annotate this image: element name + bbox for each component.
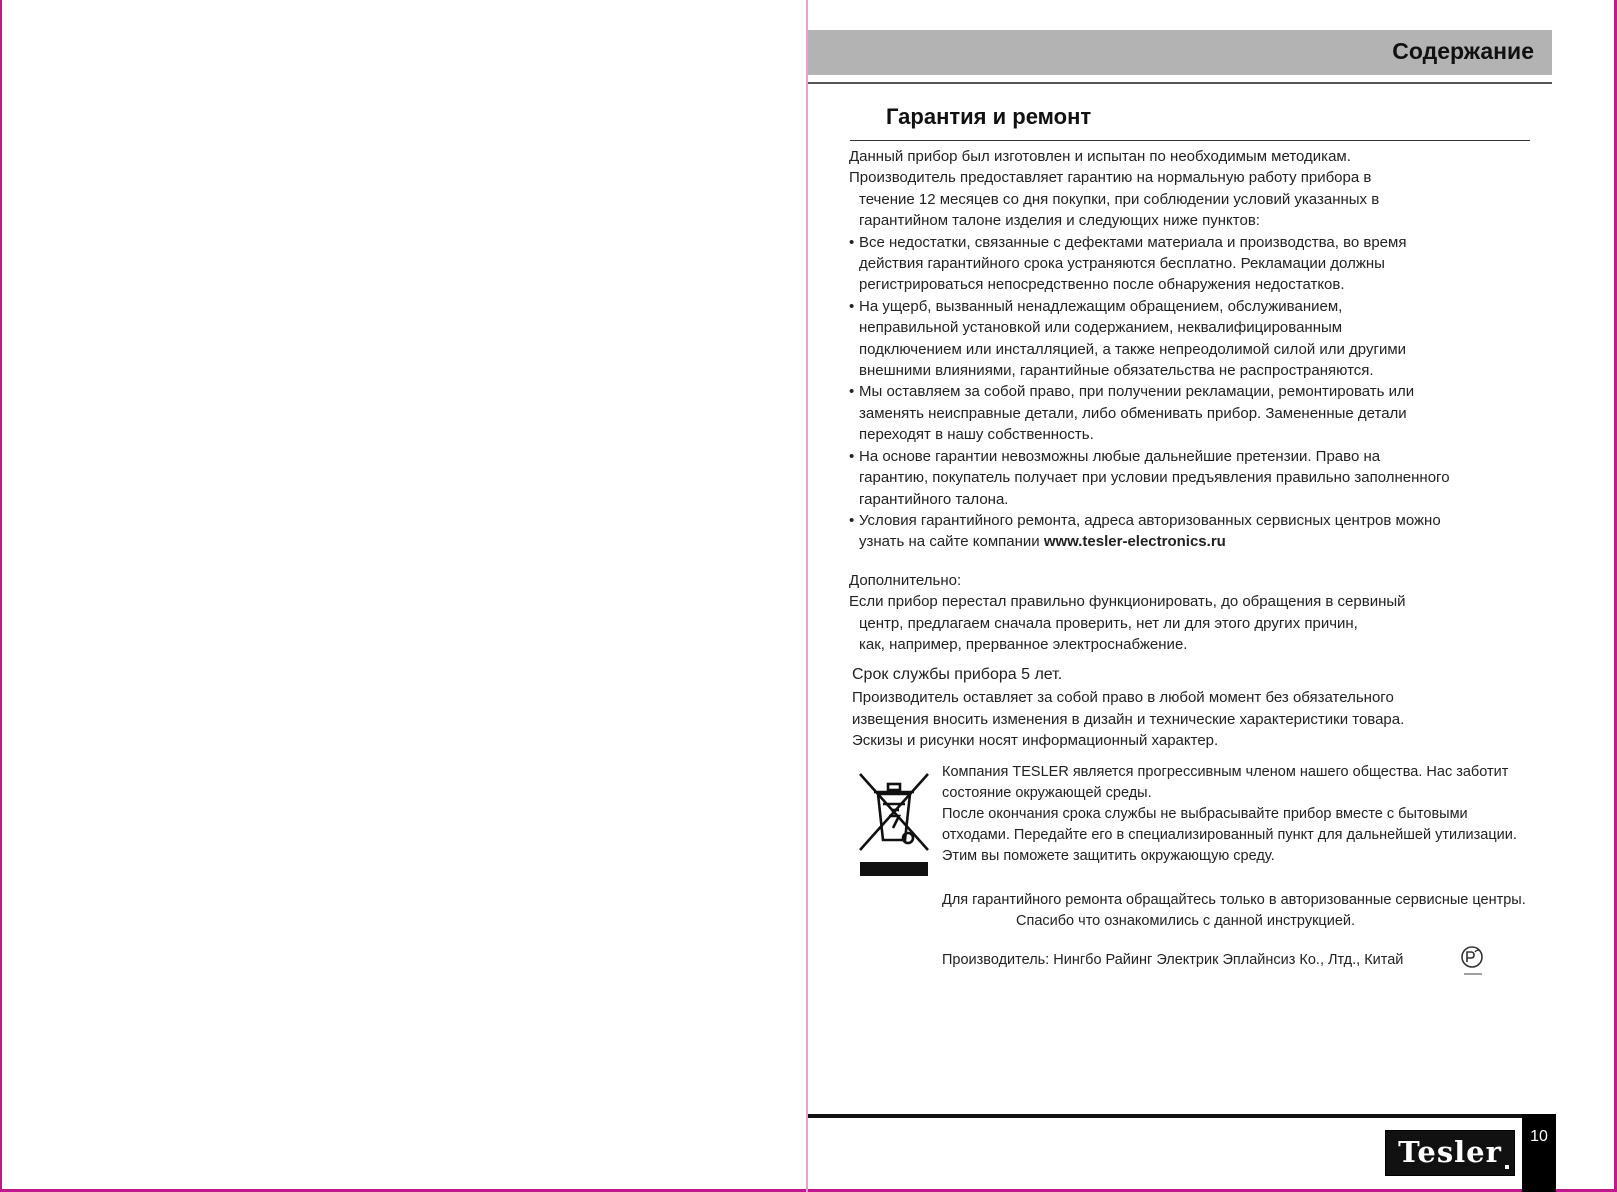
bullet-line: переходят в нашу собственность. bbox=[859, 426, 1094, 444]
service-life: Срок службы прибора 5 лет. bbox=[852, 666, 1063, 683]
eco-line: Этим вы поможете защитить окружающую среду. bbox=[942, 848, 1275, 864]
additional-line: Если прибор перестал правильно функционировать, до обращения в сервиный bbox=[849, 593, 1406, 611]
eco-line: отходами. Передайте его в специализированный пункт для дальнейшей утилизации. bbox=[942, 827, 1517, 843]
header-title: Содержание bbox=[1392, 38, 1534, 64]
additional-text-block bbox=[849, 570, 1549, 656]
page-gutter bbox=[806, 0, 808, 1192]
additional-line: как, например, прерванное электроснабжение. bbox=[859, 636, 1188, 654]
footer-rule bbox=[808, 1114, 1538, 1118]
service-line: извещения вносить изменения в дизайн и технические характеристики товара. bbox=[852, 710, 1405, 728]
warranty-note-line: Для гарантийного ремонта обращайтесь только в авторизованные сервисные центры. bbox=[942, 892, 1526, 908]
service-line: Эскизы и рисунки носят информационный характер. bbox=[852, 732, 1219, 750]
bullet-marker: • bbox=[849, 297, 855, 315]
bullet-line: подключением или инсталляцией, а также непреодолимой силой или другими bbox=[859, 340, 1407, 358]
intro-line: Производитель предоставляет гарантию на нормальную работу прибора в bbox=[849, 169, 1372, 187]
heading-rule bbox=[850, 140, 1530, 141]
bullet-line: заменять неисправные детали, либо обменивать прибор. Замененные детали bbox=[859, 404, 1407, 422]
section-heading: Гарантия и ремонт bbox=[886, 104, 1092, 129]
warranty-text-block bbox=[849, 146, 1549, 553]
intro-line: Данный прибор был изготовлен и испытан по необходимым методикам. bbox=[849, 148, 1351, 165]
intro-line: гарантийном талоне изделия и следующих ниже пунктов: bbox=[859, 212, 1260, 230]
bullet-line: узнать на сайте компании www.tesler-electronics.ru bbox=[859, 533, 1226, 551]
eco-line: Компания TESLER является прогрессивным членом нашего общества. Нас заботит bbox=[942, 764, 1509, 780]
bullet-item: • Условия гарантийного ремонта, адреса авторизованных сервисных центров можно bbox=[849, 510, 1549, 531]
tesler-logo bbox=[1385, 1130, 1515, 1176]
brand-dot bbox=[1505, 1165, 1509, 1169]
additional-line: центр, предлагаем сначала проверить, нет ли для этого других причин, bbox=[859, 614, 1358, 632]
pct-certification-icon bbox=[1458, 944, 1488, 978]
thanks-line: Спасибо что ознакомились с данной инструкцией. bbox=[1016, 913, 1356, 929]
bullet-item: • На основе гарантии невозможны любые дальнейшие претензии. Право на bbox=[849, 446, 1549, 467]
bullet-marker: • bbox=[849, 383, 855, 401]
eco-text-block bbox=[942, 762, 1612, 867]
bullet-item: • На ущерб, вызванный ненадлежащим обращением, обслуживанием, bbox=[849, 296, 1549, 317]
bullet-line: гарантию, покупатель получает при условии предъявления правильно заполненного bbox=[859, 469, 1450, 487]
eco-line: После окончания срока службы не выбрасывайте прибор вместе с бытовыми bbox=[942, 806, 1468, 822]
service-text-block bbox=[852, 664, 1552, 752]
bullet-line: гарантийного талона. bbox=[859, 490, 1009, 508]
eco-line: состояние окружающей среды. bbox=[942, 785, 1152, 801]
website-link[interactable]: www.tesler-electronics.ru bbox=[1043, 533, 1226, 551]
bullet-marker: • bbox=[849, 447, 855, 465]
left-border bbox=[0, 0, 2, 1192]
warranty-note-block bbox=[942, 890, 1612, 932]
bullet-item: • Мы оставляем за собой право, при получении рекламации, ремонтировать или bbox=[849, 381, 1549, 402]
brand-name: Tesler bbox=[1398, 1135, 1502, 1169]
intro-line: течение 12 месяцев со дня покупки, при соблюдении условий указанных в bbox=[859, 190, 1380, 208]
additional-title: Дополнительно: bbox=[849, 572, 962, 589]
bullet-line: действия гарантийного срока устраняются бесплатно. Рекламации должны bbox=[859, 255, 1385, 273]
bullet-line: внешними влияниями, гарантийные обязательства не распространяются. bbox=[859, 362, 1374, 380]
manufacturer-info: Производитель: Нингбо Райинг Электрик Эплайнсиз Ко., Лтд., Китай bbox=[942, 952, 1404, 968]
page-number: 10 bbox=[1530, 1128, 1548, 1145]
header-bar bbox=[808, 30, 1552, 75]
bullet-marker: • bbox=[849, 511, 855, 529]
bullet-line: неправильной установкой или содержанием, неквалифицированным bbox=[859, 319, 1343, 337]
bullet-line: регистрироваться непосредственно после обнаружения недостатков. bbox=[859, 276, 1345, 294]
header-rule bbox=[808, 82, 1552, 84]
service-line: Производитель оставляет за собой право в любой момент без обязательного bbox=[852, 689, 1394, 707]
bullet-marker: • bbox=[849, 233, 855, 251]
crossed-out-wheelie-bin-icon bbox=[856, 770, 932, 880]
page-number-box bbox=[1522, 1114, 1556, 1192]
bullet-item: • Все недостатки, связанные с дефектами материала и производства, во время bbox=[849, 232, 1549, 253]
